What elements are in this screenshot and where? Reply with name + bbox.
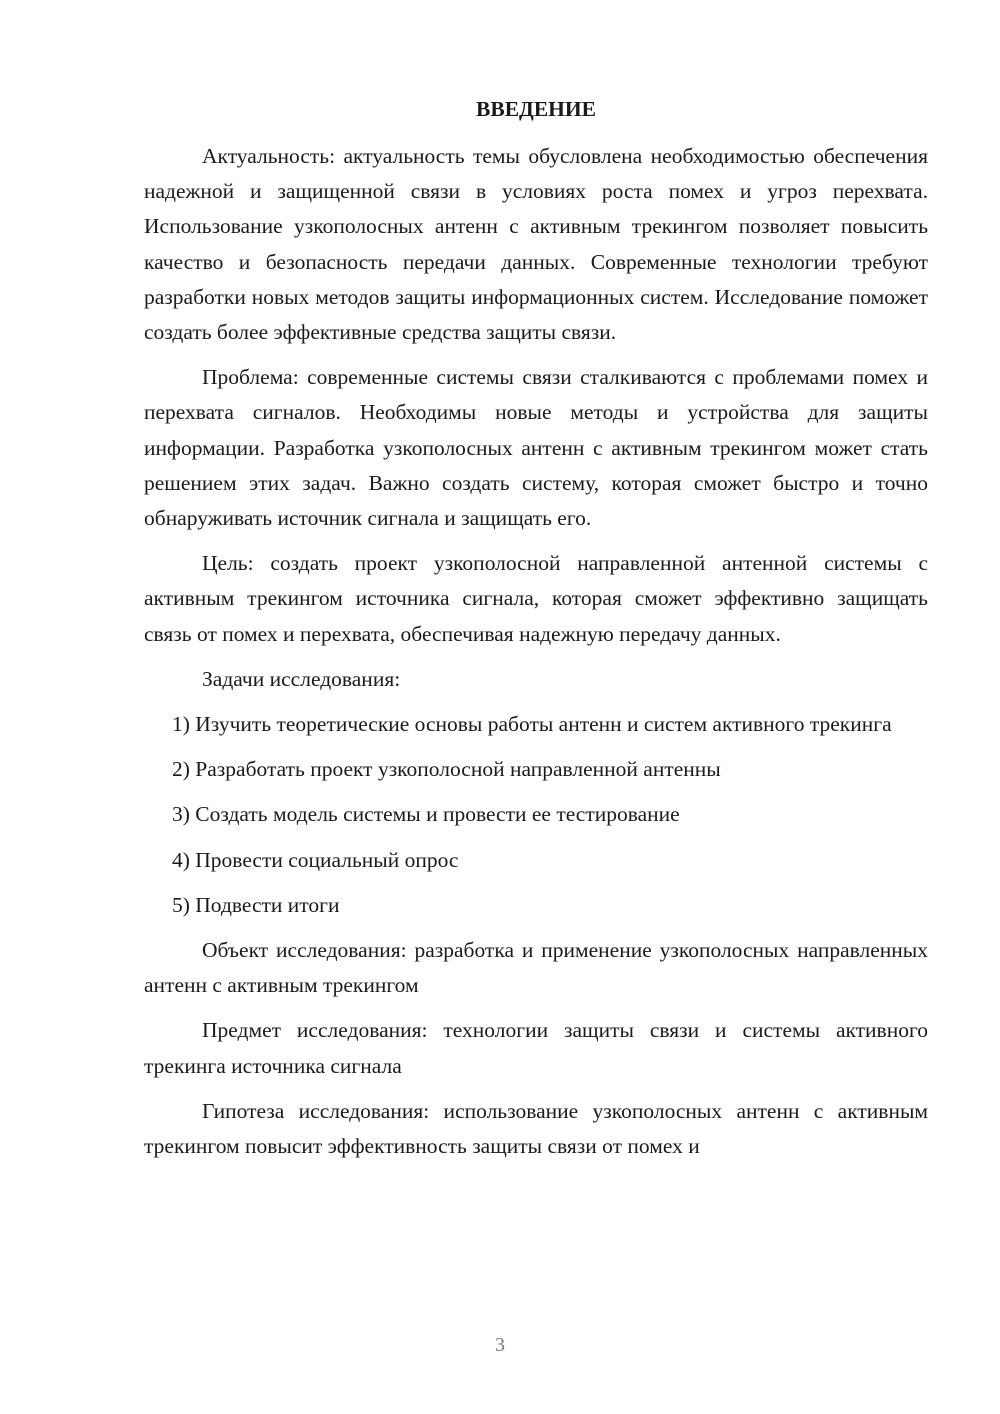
paragraph-relevance: Актуальность: актуальность темы обусловлена необходимостью обеспечения надежной и защищенной связи в условиях роста помех и угроз перехвата. Использование узкополосных антенн с активным трекингом позволяет повысить качество и безопасность передачи данных. Современные технологии требуют разработки новых методов защиты информационных систем. Исследование поможет создать более эффективные средства защиты связи. bbox=[144, 144, 928, 345]
task-item-3: 3) Создать модель системы и провести ее тестирование bbox=[172, 802, 680, 827]
task-item-2: 2) Разработать проект узкополосной направленной антенны bbox=[172, 757, 721, 782]
section-title: ВВЕДЕНИЕ bbox=[476, 97, 596, 121]
paragraph-hypothesis: Гипотеза исследования: использование узкополосных антенн с активным трекингом повысит эффективность защиты связи от помех и bbox=[144, 1098, 928, 1159]
page-number: 3 bbox=[495, 1334, 505, 1356]
task-item-1: 1) Изучить теоретические основы работы антенн и систем активного трекинга bbox=[172, 712, 892, 737]
paragraph-goal: Цель: создать проект узкополосной направленной антенной системы с активным трекингом источника сигнала, которая сможет эффективно защищать связь от помех и перехвата, обеспечивая надежную передачу данных. bbox=[144, 551, 928, 646]
task-item-4: 4) Провести социальный опрос bbox=[172, 847, 459, 872]
paragraph-problem: Проблема: современные системы связи сталкиваются с проблемами помех и перехвата сигналов. Необходимы новые методы и устройства для защиты информации. Разработка узкополосных антенн с активным трекингом может стать решением этих задач. Важно создать систему, которая сможет быстро и точно обнаруживать источник сигнала и защищать его. bbox=[144, 365, 928, 531]
task-item-5: 5) Подвести итоги bbox=[172, 892, 340, 917]
paragraph-object: Объект исследования: разработка и применение узкополосных направленных антенн с активным трекингом bbox=[144, 938, 928, 998]
paragraph-subject: Предмет исследования: технологии защиты связи и системы активного трекинга источника сигнала bbox=[144, 1018, 928, 1078]
tasks-heading: Задачи исследования: bbox=[202, 666, 401, 691]
document-page bbox=[144, 92, 928, 1164]
